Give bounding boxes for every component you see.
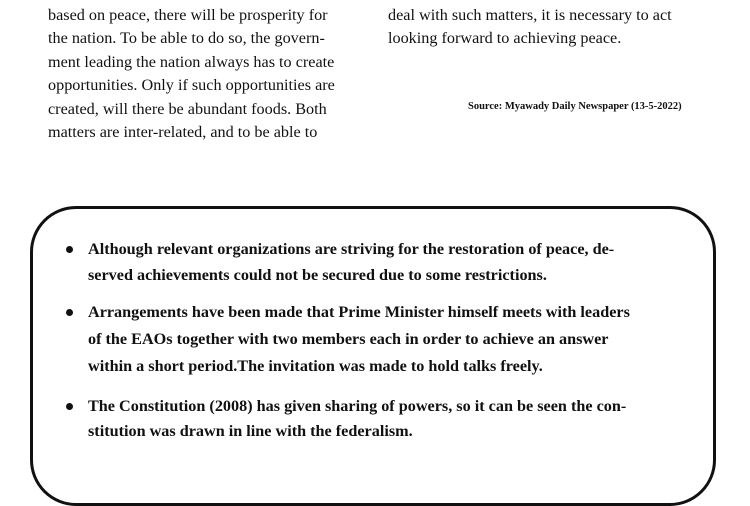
bullet-line: Although relevant organizations are striving for the restoration of peace, de-: [88, 240, 615, 258]
left-column-line: ment leading the nation always has to create: [48, 53, 335, 71]
bullet-line: within a short period.The invitation was made to hold talks freely.: [88, 357, 543, 375]
left-column-line: based on peace, there will be prosperity for: [48, 6, 328, 24]
left-column-line: opportunities. Only if such opportunities are: [48, 76, 335, 94]
right-column-line: deal with such matters, it is necessary to act: [388, 6, 672, 24]
bullet-line: served achievements could not be secured due to some restrictions.: [88, 266, 547, 284]
bullet-point-icon: [66, 403, 73, 410]
bullet-point-icon: [66, 246, 73, 253]
bullet-line: of the EAOs together with two members each in order to achieve an answer: [88, 330, 609, 348]
bullet-point-icon: [66, 309, 73, 316]
left-column-line: matters are inter-related, and to be able to: [48, 123, 318, 141]
source-citation: Source: Myawady Daily Newspaper (13-5-2022): [468, 101, 682, 112]
right-column-line: looking forward to achieving peace.: [388, 29, 622, 47]
bullet-line: The Constitution (2008) has given sharing of powers, so it can be seen the con-: [88, 397, 627, 415]
bullet-line: Arrangements have been made that Prime Minister himself meets with leaders: [88, 303, 630, 321]
left-column-line: created, will there be abundant foods. Both: [48, 100, 327, 118]
bullet-line: stitution was drawn in line with the federalism.: [88, 422, 413, 440]
left-column-line: the nation. To be able to do so, the govern-: [48, 29, 325, 47]
